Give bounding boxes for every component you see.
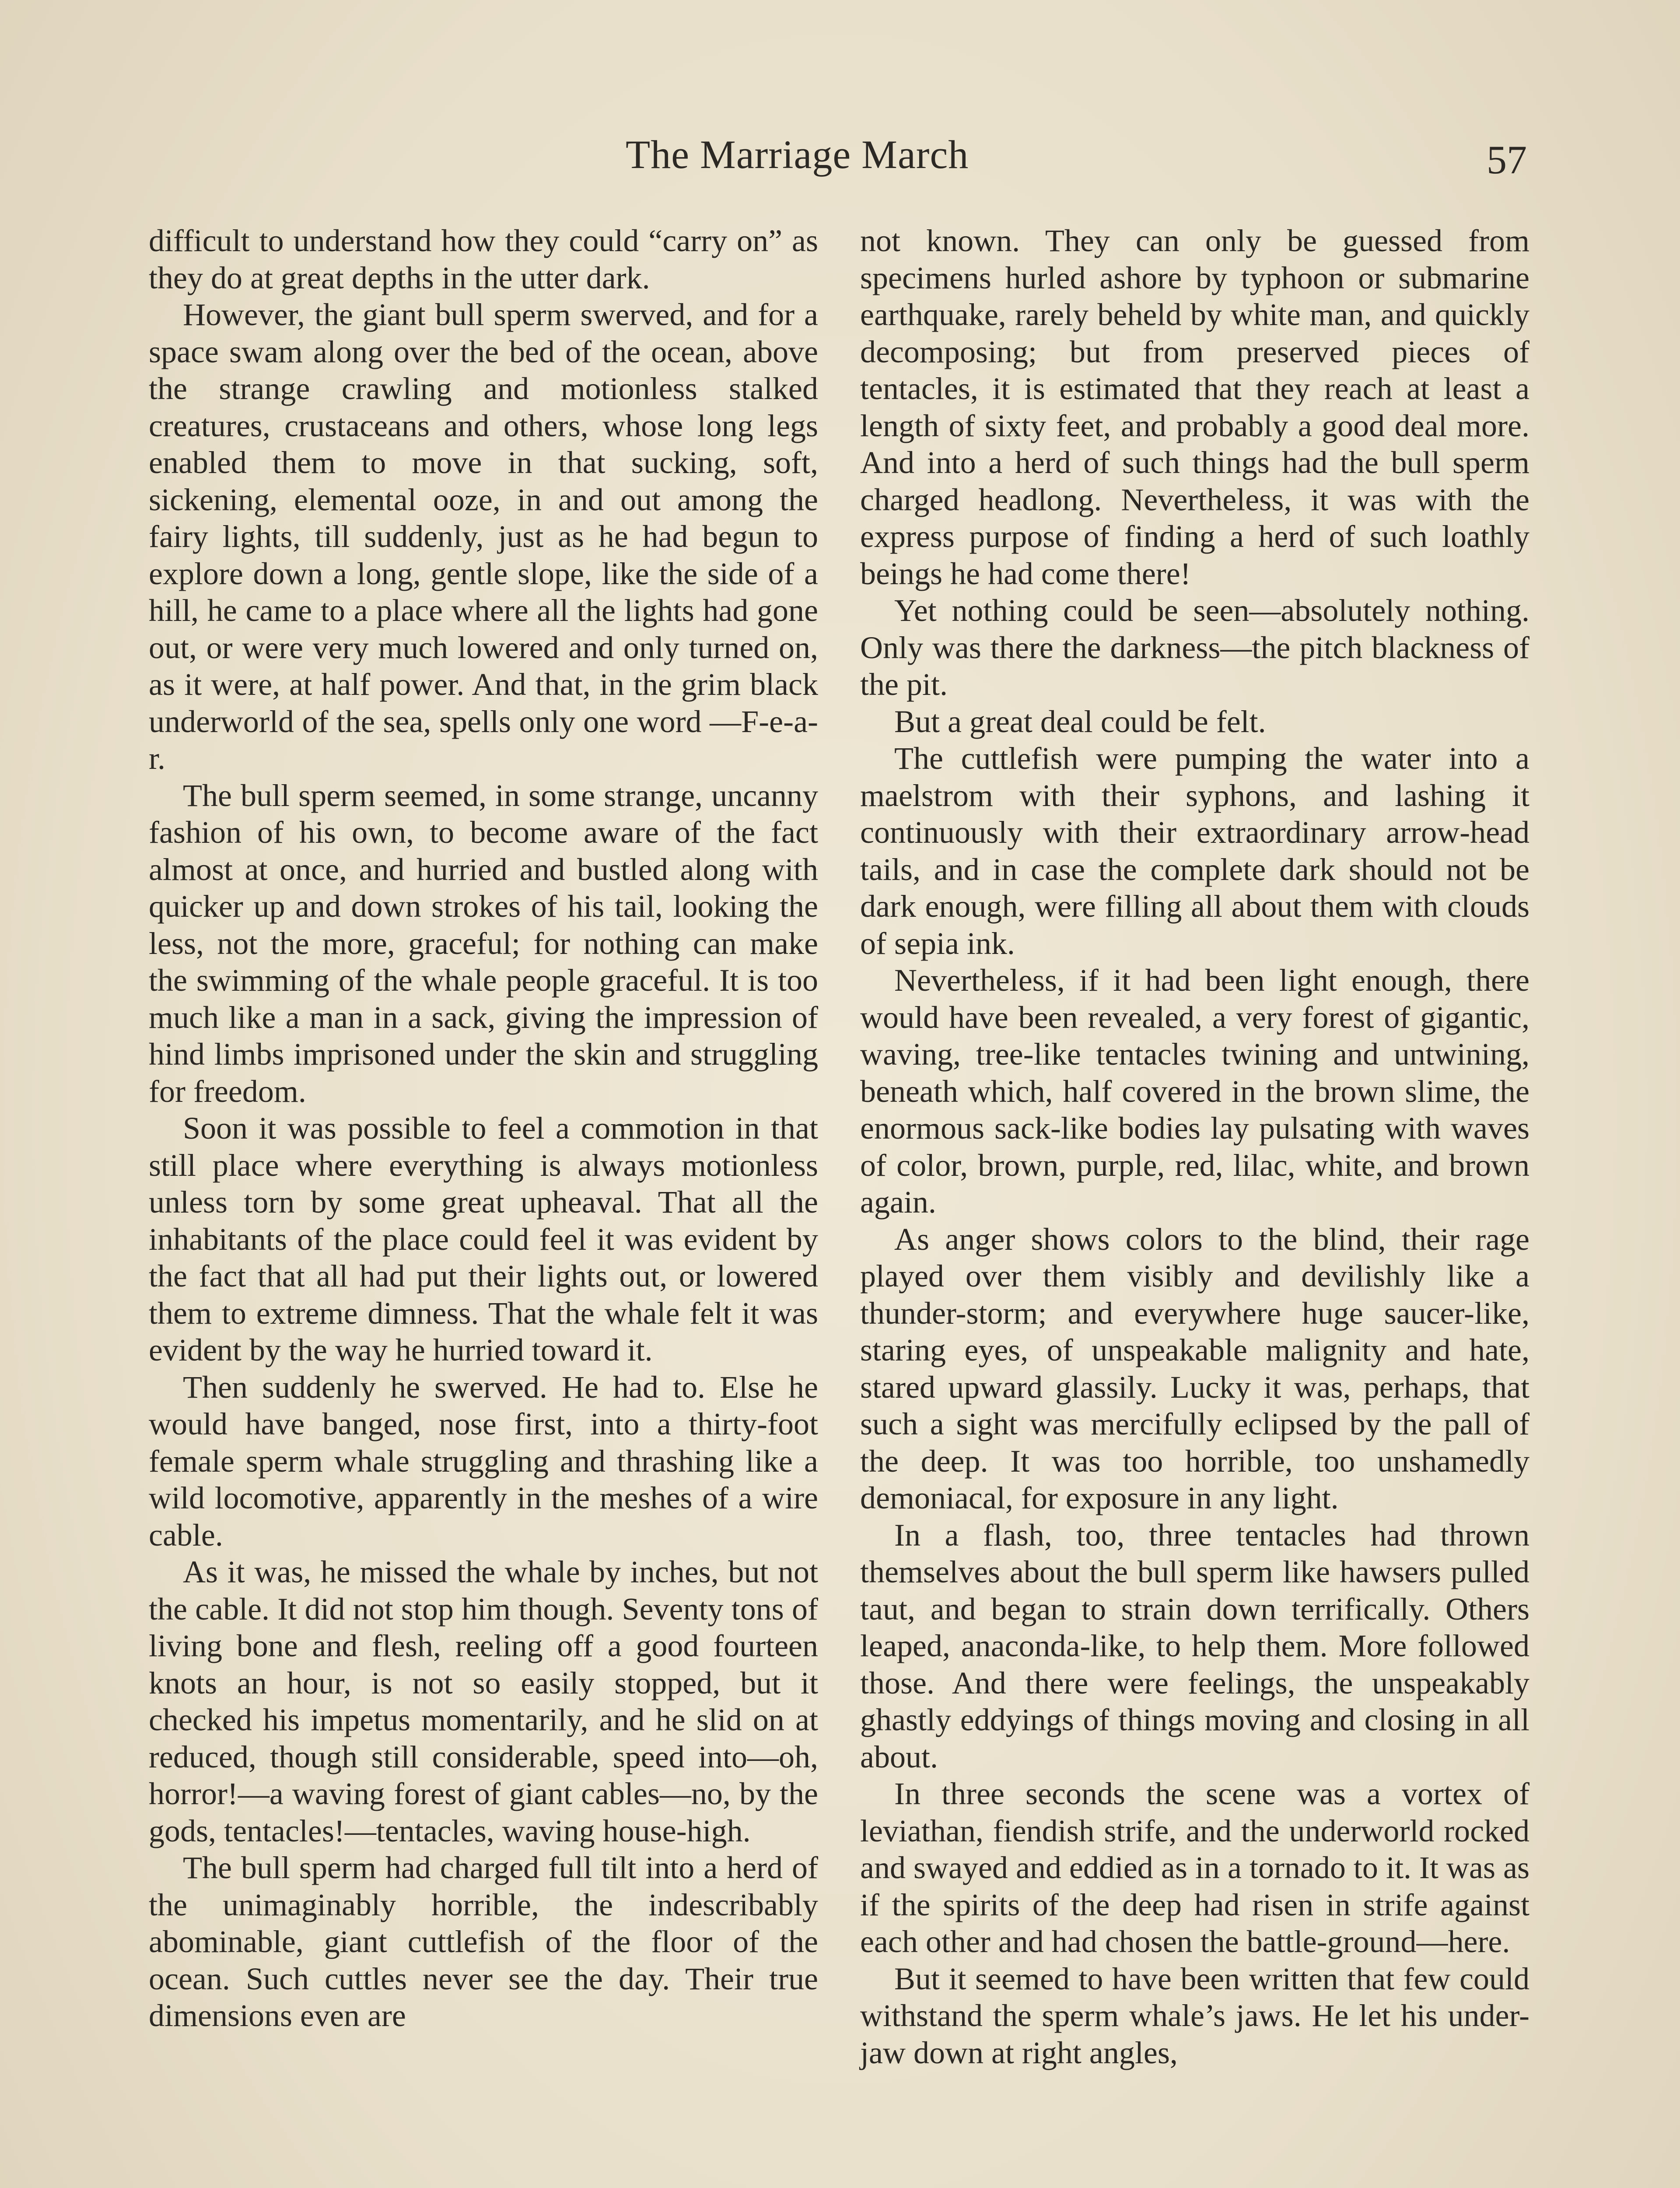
- paragraph: difficult to understand how they could “carry on” as they do at great depths in the utter dark.: [149, 223, 818, 295]
- paragraph: The cuttlefish were pumping the water into a maelstrom with their syphons, and lashing it continuously with their extraordinary arrow-head tails, and in case the complete dark should not be dark enough, were filling all about them with clouds of sepia ink.: [860, 741, 1530, 961]
- paragraph: Yet nothing could be seen—absolutely nothing. Only was there the darkness—the pitch blackness of the pit.: [860, 593, 1530, 702]
- paragraph: Nevertheless, if it had been light enough, there would have been revealed, a very forest of gigantic, waving, tree-like tentacles twining and untwining, beneath which, half covered in the brown slime, the enormous sack-like bodies lay pulsating with waves of color, brown, purple, red, lilac, white, and brown again.: [860, 963, 1530, 1220]
- left-text-column: [149, 222, 818, 2034]
- paragraph: As anger shows colors to the blind, their rage played over them visibly and devilishly like a thunder-storm; and everywhere huge saucer-like, staring eyes, of unspeakable malignity and hate, stared upward glassily. Lucky it was, perhaps, that such a sight was mercifully eclipsed by the pall of the deep. It was too horrible, too unshamedly demoniacal, for exposure in any light.: [860, 1221, 1530, 1515]
- paragraph: However, the giant bull sperm swerved, and for a space swam along over the bed of the ocean, above the strange crawling and motionless stalked creatures, crustaceans and others, whose long legs enabled them to move in that sucking, soft, sickening, elemental ooze, in and out among the fairy lights, till suddenly, just as he had begun to explore down a long, gentle slope, like the side of a hill, he came to a place where all the lights had gone out, or were very much lowered and only turned on, as it were, at half power. And that, in the grim black underworld of the sea, spells only one word —F-e-a-r.: [149, 297, 818, 776]
- paragraph: As it was, he missed the whale by inches, but not the cable. It did not stop him though. Seventy tons of living bone and flesh, reeling off a good fourteen knots an hour, is not so easily stopped, but it checked his impetus momentarily, and he slid on at reduced, though still considerable, speed into—oh, horror!—a waving forest of giant cables—no, by the gods, tentacles!—tentacles, waving house-high.: [149, 1554, 818, 1848]
- right-text-column: [860, 222, 1530, 2071]
- page-number: 57: [1487, 137, 1527, 182]
- paragraph: In a flash, too, three tentacles had thrown themselves about the bull sperm like hawsers pulled taut, and began to strain down terrifically. Others leaped, anaconda-like, to help them. More followed those. And there were feelings, the unspeakably ghastly eddyings of things moving and closing in all about.: [860, 1517, 1530, 1774]
- running-title: The Marriage March: [626, 132, 969, 177]
- paragraph: In three seconds the scene was a vortex of leviathan, fiendish strife, and the underworld rocked and swayed and eddied as in a tornado to it. It was as if the spirits of the deep had risen in strife against each other and had chosen the battle-ground—here.: [860, 1776, 1530, 1959]
- paragraph: not known. They can only be guessed from specimens hurled ashore by typhoon or submarine earthquake, rarely beheld by white man, and quickly decomposing; but from preserved pieces of tentacles, it is estimated that they reach at least a length of sixty feet, and probably a good deal more. And into a herd of such things had the bull sperm charged headlong. Nevertheless, it was with the express purpose of finding a herd of such loathly beings he had come there!: [860, 223, 1530, 591]
- paragraph: The bull sperm seemed, in some strange, uncanny fashion of his own, to become aware of the fact almost at once, and hurried and bustled along with quicker up and down strokes of his tail, looking the less, not the more, graceful; for nothing can make the swimming of the whale people graceful. It is too much like a man in a sack, giving the impression of hind limbs imprisoned under the skin and struggling for freedom.: [149, 778, 818, 1109]
- paragraph: Soon it was possible to feel a commotion in that still place where everything is always motionless unless torn by some great upheaval. That all the inhabitants of the place could feel it was evident by the fact that all had put their lights out, or lowered them to extreme dimness. That the whale felt it was evident by the way he hurried toward it.: [149, 1111, 818, 1368]
- paragraph: Then suddenly he swerved. He had to. Else he would have banged, nose first, into a thirty-foot female sperm whale struggling and thrashing like a wild locomotive, apparently in the meshes of a wire cable.: [149, 1369, 818, 1553]
- paragraph: But a great deal could be felt.: [894, 704, 1266, 739]
- paragraph: The bull sperm had charged full tilt into a herd of the unimaginably horrible, the indescribably abominable, giant cuttlefish of the floor of the ocean. Such cuttles never see the day. Their true dimensions even are: [149, 1850, 818, 2033]
- paragraph: But it seemed to have been written that few could withstand the sperm whale’s jaws. He let his under-jaw down at right angles,: [860, 1961, 1530, 2070]
